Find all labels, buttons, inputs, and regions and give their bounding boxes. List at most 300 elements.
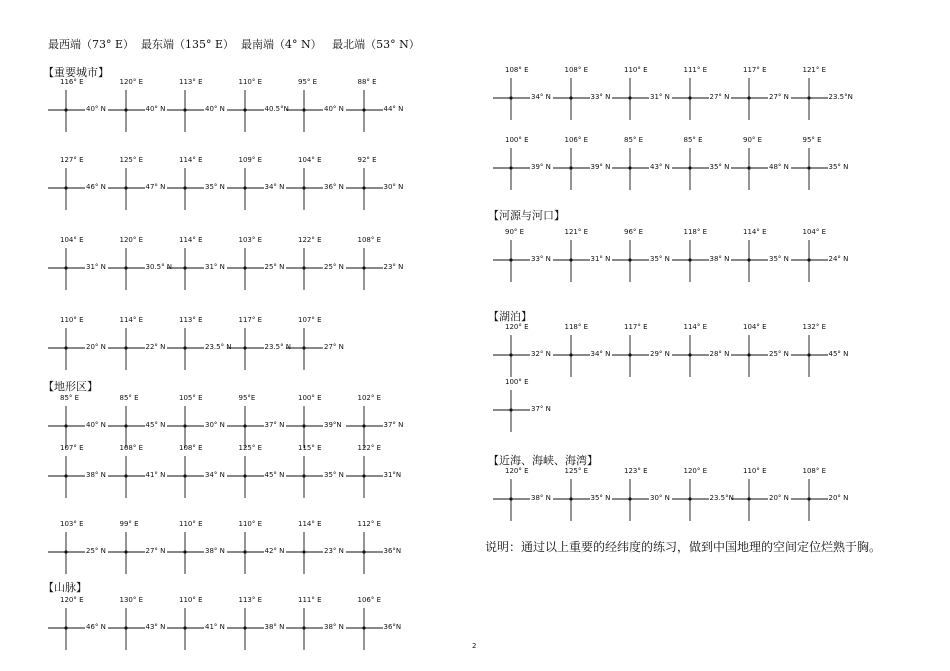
longitude-label: 111° E — [683, 66, 708, 74]
intersection-dot — [64, 424, 67, 427]
coordinate-cross — [553, 228, 613, 288]
coordinate-cross — [286, 444, 346, 504]
latitude-label: 38° N — [264, 623, 285, 631]
latitude-label: 34° N — [264, 183, 285, 191]
intersection-dot — [64, 346, 67, 349]
intersection-dot — [243, 424, 246, 427]
coordinate-cross — [108, 78, 168, 138]
intersection-dot — [124, 266, 127, 269]
right-section-title-2: 【湖泊】 — [488, 310, 532, 323]
latitude-label: 35° N — [590, 494, 611, 502]
intersection-dot — [243, 550, 246, 553]
longitude-label: 125° E — [119, 156, 144, 164]
longitude-label: 108° E — [802, 467, 827, 475]
longitude-label: 102° E — [357, 394, 382, 402]
page-number: 2 — [472, 642, 477, 650]
longitude-label: 103° E — [238, 236, 263, 244]
intersection-dot — [243, 346, 246, 349]
intersection-dot — [569, 353, 572, 356]
longitude-label: 120° E — [505, 323, 529, 331]
intersection-dot — [362, 474, 365, 477]
latitude-label: 30° N — [383, 183, 404, 191]
longitude-label: 111° E — [298, 596, 322, 604]
latitude-label: 38° N — [205, 547, 225, 555]
longitude-label: 114° E — [298, 520, 322, 528]
latitude-label: 33° N — [531, 255, 551, 263]
intersection-dot — [302, 550, 305, 553]
latitude-label: 31° N — [205, 263, 225, 271]
intersection-dot — [183, 626, 186, 629]
longitude-label: 106° E — [564, 136, 589, 144]
latitude-label: 29° N — [650, 350, 670, 358]
longitude-label: 121° E — [564, 228, 589, 236]
intersection-dot — [124, 550, 127, 553]
coordinate-cross — [791, 323, 851, 383]
latitude-label: 30° N — [205, 421, 225, 429]
longitude-label: 108° E — [119, 444, 144, 452]
coordinate-cross — [672, 467, 732, 527]
intersection-dot — [64, 550, 67, 553]
longitude-label: 121° E — [802, 66, 827, 74]
latitude-label: 47° N — [145, 183, 166, 191]
latitude-label: 41° N — [205, 623, 225, 631]
coordinate-cross — [672, 323, 732, 383]
coordinate-cross — [108, 444, 168, 504]
latitude-label: 43° N — [650, 163, 670, 171]
longitude-label: 117° E — [238, 316, 263, 324]
coordinate-cross — [731, 228, 791, 288]
intersection-dot — [628, 166, 631, 169]
latitude-label: 35° N — [650, 255, 670, 263]
intersection-dot — [302, 108, 305, 111]
intersection-dot — [183, 474, 186, 477]
latitude-label: 33° N — [590, 93, 611, 101]
longitude-label: 104° E — [60, 236, 84, 244]
coordinate-cross — [493, 323, 553, 383]
latitude-label: 23.5°N — [828, 93, 853, 101]
coordinate-cross — [227, 156, 287, 216]
longitude-label: 106° E — [357, 596, 382, 604]
coordinate-cross — [48, 78, 108, 138]
longitude-label: 122° E — [298, 236, 322, 244]
latitude-label: 44° N — [383, 105, 404, 113]
latitude-label: 23.5° N — [264, 343, 292, 351]
coordinate-cross — [227, 316, 292, 376]
latitude-label: 40.5°N — [264, 105, 289, 113]
latitude-label: 23° N — [324, 547, 344, 555]
longitude-label: 107° E — [60, 444, 84, 452]
latitude-label: 35° N — [205, 183, 225, 191]
longitude-label: 105° E — [179, 394, 203, 402]
longitude-label: 103° E — [60, 520, 84, 528]
intersection-dot — [807, 353, 810, 356]
study-note: 说明：通过以上重要的经纬度的练习，做到中国地理的空间定位烂熟于胸。 — [485, 540, 882, 554]
longitude-label: 104° E — [743, 323, 767, 331]
coordinate-cross — [227, 596, 287, 656]
coordinate-cross — [286, 596, 346, 656]
intersection-dot — [302, 266, 305, 269]
intersection-dot — [509, 497, 512, 500]
coordinate-cross — [108, 520, 168, 580]
latitude-label: 39° N — [590, 163, 611, 171]
intersection-dot — [747, 258, 750, 261]
latitude-label: 40° N — [86, 421, 106, 429]
intersection-dot — [302, 474, 305, 477]
coordinate-cross — [553, 136, 613, 196]
latitude-label: 31° N — [86, 263, 106, 271]
latitude-label: 37° N — [383, 421, 404, 429]
coordinate-cross — [791, 66, 851, 126]
longitude-label: 110° E — [179, 596, 203, 604]
intersection-dot — [509, 353, 512, 356]
latitude-label: 38° N — [86, 471, 106, 479]
longitude-label: 92° E — [357, 156, 377, 164]
longitude-label: 114° E — [119, 316, 144, 324]
intersection-dot — [243, 266, 246, 269]
longitude-label: 90° E — [743, 136, 763, 144]
longitude-label: 125° E — [564, 467, 589, 475]
longitude-label: 125° E — [238, 444, 263, 452]
latitude-label: 40° N — [145, 105, 166, 113]
longitude-label: 110° E — [624, 66, 648, 74]
longitude-label: 107° E — [298, 316, 322, 324]
longitude-label: 100° E — [505, 378, 529, 386]
intersection-dot — [362, 626, 365, 629]
coordinate-cross — [612, 66, 672, 126]
latitude-label: 27° N — [324, 343, 344, 351]
longitude-label: 95° E — [802, 136, 822, 144]
coordinate-cross — [48, 316, 108, 376]
intersection-dot — [807, 96, 810, 99]
latitude-label: 23.5° N — [205, 343, 232, 351]
latitude-label: 20° N — [86, 343, 106, 351]
latitude-label: 39° N — [531, 163, 551, 171]
longitude-label: 114° E — [179, 236, 203, 244]
latitude-label: 35° N — [709, 163, 730, 171]
coordinate-cross — [286, 316, 346, 376]
longitude-label: 118° E — [564, 323, 589, 331]
longitude-label: 110° E — [179, 520, 203, 528]
intersection-dot — [243, 474, 246, 477]
latitude-label: 34° N — [531, 93, 551, 101]
latitude-label: 37° N — [531, 405, 551, 413]
coordinate-cross — [672, 66, 732, 126]
coordinate-cross — [346, 596, 406, 656]
latitude-label: 37° N — [264, 421, 285, 429]
longitude-label: 130° E — [119, 596, 144, 604]
coordinate-cross — [346, 236, 406, 296]
coordinate-cross — [493, 136, 553, 196]
latitude-label: 25° N — [86, 547, 106, 555]
longitude-label: 114° E — [743, 228, 767, 236]
longitude-label: 120° E — [505, 467, 529, 475]
latitude-label: 36°N — [383, 623, 402, 631]
longitude-label: 120° E — [119, 78, 144, 86]
longitude-label: 108° E — [564, 66, 589, 74]
left-section-title-0: 【重要城市】 — [43, 66, 109, 79]
longitude-label: 132° E — [802, 323, 827, 331]
intersection-dot — [569, 96, 572, 99]
latitude-label: 22° N — [145, 343, 166, 351]
latitude-label: 38° N — [531, 494, 551, 502]
coordinate-cross — [731, 467, 791, 527]
latitude-label: 30° N — [650, 494, 670, 502]
latitude-label: 45° N — [828, 350, 849, 358]
latitude-label: 28° N — [709, 350, 730, 358]
coordinate-cross — [48, 596, 108, 656]
longitude-label: 110° E — [238, 520, 263, 528]
coordinate-cross — [493, 66, 553, 126]
longitude-label: 114° E — [179, 156, 203, 164]
coordinate-cross — [731, 66, 791, 126]
coordinate-cross — [227, 236, 287, 296]
coordinate-cross — [553, 323, 613, 383]
coordinate-cross — [48, 520, 108, 580]
coordinate-cross — [612, 228, 672, 288]
coordinate-cross — [791, 228, 851, 288]
latitude-label: 31° N — [650, 93, 670, 101]
latitude-label: 41° N — [145, 471, 166, 479]
latitude-label: 35° N — [828, 163, 849, 171]
longitude-label: 108° E — [357, 236, 382, 244]
intersection-dot — [628, 96, 631, 99]
longitude-label: 110° E — [238, 78, 263, 86]
intersection-dot — [509, 166, 512, 169]
intersection-dot — [362, 550, 365, 553]
intersection-dot — [243, 626, 246, 629]
intersection-dot — [807, 497, 810, 500]
longitude-label: 110° E — [743, 467, 767, 475]
coordinate-cross — [167, 596, 227, 656]
coordinate-cross — [286, 236, 346, 296]
latitude-label: 31°N — [383, 471, 402, 479]
coordinate-cross — [791, 467, 851, 527]
intersection-dot — [688, 353, 691, 356]
extreme-points-line: 最西端（73° E） 最东端（135° E） 最南端（4° N） 最北端（53° N） — [48, 38, 420, 51]
coordinate-cross — [108, 236, 173, 296]
coordinate-cross — [167, 156, 227, 216]
coordinate-cross — [167, 78, 227, 138]
intersection-dot — [302, 626, 305, 629]
coordinate-cross — [612, 136, 672, 196]
latitude-label: 35° N — [324, 471, 344, 479]
intersection-dot — [362, 266, 365, 269]
coordinate-cross — [167, 444, 227, 504]
intersection-dot — [509, 96, 512, 99]
intersection-dot — [243, 108, 246, 111]
coordinate-cross — [167, 316, 232, 376]
intersection-dot — [807, 258, 810, 261]
latitude-label: 31° N — [590, 255, 611, 263]
longitude-label: 113° E — [179, 78, 203, 86]
intersection-dot — [64, 266, 67, 269]
latitude-label: 40° N — [324, 105, 344, 113]
intersection-dot — [124, 424, 127, 427]
coordinate-cross — [48, 444, 108, 504]
latitude-label: 27° N — [769, 93, 789, 101]
longitude-label: 85° E — [683, 136, 703, 144]
latitude-label: 38° N — [324, 623, 344, 631]
latitude-label: 40° N — [205, 105, 225, 113]
latitude-label: 38° N — [709, 255, 730, 263]
longitude-label: 99° E — [119, 520, 139, 528]
longitude-label: 117° E — [624, 323, 648, 331]
coordinate-cross — [672, 136, 732, 196]
intersection-dot — [362, 186, 365, 189]
coordinate-cross — [791, 136, 851, 196]
latitude-label: 45° N — [145, 421, 166, 429]
coordinate-cross — [553, 467, 613, 527]
longitude-label: 116° E — [60, 78, 84, 86]
longitude-label: 114° E — [683, 323, 708, 331]
intersection-dot — [362, 424, 365, 427]
right-section-title-1: 【河源与河口】 — [488, 209, 565, 222]
coordinate-cross — [286, 520, 346, 580]
latitude-label: 43° N — [145, 623, 166, 631]
intersection-dot — [747, 497, 750, 500]
longitude-label: 85° E — [60, 394, 80, 402]
intersection-dot — [747, 353, 750, 356]
longitude-label: 95°E — [238, 394, 256, 402]
longitude-label: 85° E — [119, 394, 139, 402]
latitude-label: 32° N — [531, 350, 551, 358]
latitude-label: 20° N — [769, 494, 789, 502]
coordinate-cross — [731, 323, 791, 383]
longitude-label: 113° E — [238, 596, 263, 604]
longitude-label: 88° E — [357, 78, 377, 86]
right-section-title-3: 【近海、海峡、海湾】 — [488, 454, 598, 467]
latitude-label: 23° N — [383, 263, 404, 271]
intersection-dot — [807, 166, 810, 169]
intersection-dot — [124, 108, 127, 111]
intersection-dot — [747, 166, 750, 169]
intersection-dot — [243, 186, 246, 189]
intersection-dot — [302, 346, 305, 349]
coordinate-cross — [553, 66, 613, 126]
coordinate-cross — [108, 156, 168, 216]
coordinate-cross — [286, 78, 346, 138]
longitude-label: 117° E — [743, 66, 767, 74]
longitude-label: 108° E — [505, 66, 529, 74]
longitude-label: 120° E — [119, 236, 144, 244]
coordinate-cross — [731, 136, 791, 196]
intersection-dot — [64, 474, 67, 477]
intersection-dot — [747, 96, 750, 99]
coordinate-cross — [108, 596, 168, 656]
longitude-label: 127° E — [60, 156, 84, 164]
left-section-title-2: 【山脉】 — [43, 581, 87, 594]
intersection-dot — [509, 258, 512, 261]
intersection-dot — [628, 353, 631, 356]
longitude-label: 110° E — [60, 316, 84, 324]
latitude-label: 46° N — [86, 623, 106, 631]
longitude-label: 122° E — [357, 444, 382, 452]
coordinate-cross — [346, 520, 406, 580]
longitude-label: 123° E — [624, 467, 648, 475]
intersection-dot — [124, 474, 127, 477]
intersection-dot — [64, 626, 67, 629]
latitude-label: 35° N — [769, 255, 789, 263]
latitude-label: 27° N — [709, 93, 730, 101]
coordinate-cross — [227, 78, 287, 138]
left-section-title-1: 【地形区】 — [43, 380, 98, 393]
longitude-label: 95° E — [298, 78, 318, 86]
intersection-dot — [64, 186, 67, 189]
intersection-dot — [302, 186, 305, 189]
latitude-label: 30.5° N — [145, 263, 173, 271]
latitude-label: 45° N — [264, 471, 285, 479]
intersection-dot — [302, 424, 305, 427]
latitude-label: 27° N — [145, 547, 166, 555]
intersection-dot — [64, 108, 67, 111]
intersection-dot — [183, 186, 186, 189]
intersection-dot — [183, 346, 186, 349]
latitude-label: 36° N — [324, 183, 344, 191]
intersection-dot — [362, 108, 365, 111]
latitude-label: 36°N — [383, 547, 402, 555]
longitude-label: 108° E — [179, 444, 203, 452]
coordinate-cross — [346, 78, 406, 138]
longitude-label: 85° E — [624, 136, 644, 144]
intersection-dot — [688, 96, 691, 99]
intersection-dot — [183, 108, 186, 111]
longitude-label: 113° E — [179, 316, 203, 324]
latitude-label: 42° N — [264, 547, 285, 555]
latitude-label: 23.5°N — [709, 494, 734, 502]
longitude-label: 100° E — [505, 136, 529, 144]
longitude-label: 90° E — [505, 228, 525, 236]
longitude-label: 109° E — [238, 156, 263, 164]
latitude-label: 40° N — [86, 105, 106, 113]
longitude-label: 115° E — [298, 444, 322, 452]
intersection-dot — [183, 550, 186, 553]
latitude-label: 25° N — [769, 350, 789, 358]
longitude-label: 104° E — [298, 156, 322, 164]
intersection-dot — [569, 258, 572, 261]
coordinate-cross — [493, 378, 553, 438]
coordinate-cross — [108, 316, 168, 376]
intersection-dot — [569, 497, 572, 500]
longitude-label: 96° E — [624, 228, 644, 236]
intersection-dot — [688, 166, 691, 169]
coordinate-cross — [227, 520, 287, 580]
latitude-label: 25° N — [264, 263, 285, 271]
coordinate-cross — [346, 156, 406, 216]
coordinate-cross — [48, 156, 108, 216]
coordinate-cross — [227, 444, 287, 504]
longitude-label: 120° E — [60, 596, 84, 604]
coordinate-cross — [346, 444, 406, 504]
latitude-label: 20° N — [828, 494, 849, 502]
coordinate-cross — [493, 467, 553, 527]
latitude-label: 34° N — [205, 471, 225, 479]
coordinate-cross — [48, 236, 108, 296]
intersection-dot — [688, 497, 691, 500]
intersection-dot — [183, 266, 186, 269]
coordinate-cross — [167, 236, 227, 296]
longitude-label: 104° E — [802, 228, 827, 236]
latitude-label: 25° N — [324, 263, 344, 271]
intersection-dot — [124, 346, 127, 349]
latitude-label: 48° N — [769, 163, 789, 171]
longitude-label: 120° E — [683, 467, 708, 475]
latitude-label: 24° N — [828, 255, 849, 263]
coordinate-cross — [612, 323, 672, 383]
intersection-dot — [628, 258, 631, 261]
latitude-label: 46° N — [86, 183, 106, 191]
coordinate-cross — [167, 520, 227, 580]
longitude-label: 100° E — [298, 394, 322, 402]
